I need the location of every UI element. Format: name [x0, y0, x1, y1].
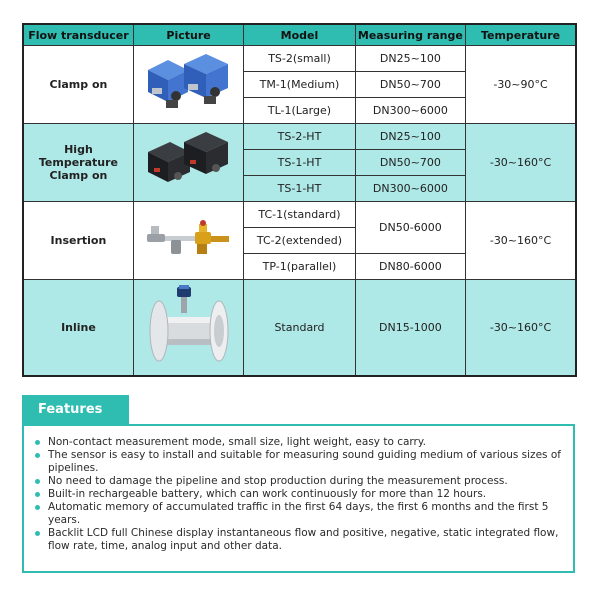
model-cell: TM-1(Medium)	[244, 72, 355, 98]
range-cell: DN50~700	[355, 150, 465, 176]
high-temp-transducers-icon	[133, 124, 243, 202]
header-measuring-range: Measuring range	[355, 24, 465, 46]
inline-flowmeter-icon	[133, 280, 243, 377]
features-title: Features	[22, 395, 129, 425]
type-inline: Inline	[23, 280, 133, 377]
range-cell: DN50~700	[355, 72, 465, 98]
table-row	[23, 46, 576, 72]
table-header-row	[23, 24, 576, 46]
table-row	[23, 280, 576, 377]
range-cell: DN15-1000	[355, 280, 465, 377]
list-item: Built-in rechargeable battery, which can work continuously for more than 12 hours.	[34, 488, 564, 501]
model-cell: TL-1(Large)	[244, 98, 355, 124]
list-item: Non-contact measurement mode, small size, light weight, easy to carry.	[34, 436, 564, 449]
range-cell: DN25~100	[355, 46, 465, 72]
type-high-temp-clamp-on: High Temperature Clamp on	[23, 124, 133, 202]
table-row	[23, 124, 576, 150]
model-cell: TC-1(standard)	[244, 202, 355, 228]
list-item: Backlit LCD full Chinese display instantaneous flow and positive, negative, static integrated flow, flow rate, time, analog input and other data.	[34, 527, 564, 553]
features-list	[34, 436, 564, 553]
temperature-cell: -30~160°C	[466, 280, 576, 377]
range-cell: DN50-6000	[355, 202, 465, 254]
range-cell: DN80-6000	[355, 254, 465, 280]
type-clamp-on: Clamp on	[23, 46, 133, 124]
header-flow-transducer: Flow transducer	[23, 24, 133, 46]
list-item: No need to damage the pipeline and stop production during the measurement process.	[34, 475, 564, 488]
model-cell: TC-2(extended)	[244, 228, 355, 254]
range-cell: DN300~6000	[355, 98, 465, 124]
temperature-cell: -30~90°C	[466, 46, 576, 124]
model-cell: TS-2-HT	[244, 124, 355, 150]
model-cell: Standard	[244, 280, 355, 377]
list-item: Automatic memory of accumulated traffic in the first 64 days, the first 6 months and the first 5 years.	[34, 501, 564, 527]
range-cell: DN300~6000	[355, 176, 465, 202]
table-row	[23, 202, 576, 228]
model-cell: TS-1-HT	[244, 176, 355, 202]
clamp-on-transducers-icon	[133, 46, 243, 124]
features-box	[22, 424, 575, 573]
spec-table	[22, 23, 577, 377]
model-cell: TS-2(small)	[244, 46, 355, 72]
range-cell: DN25~100	[355, 124, 465, 150]
model-cell: TS-1-HT	[244, 150, 355, 176]
type-insertion: Insertion	[23, 202, 133, 280]
header-picture: Picture	[133, 24, 243, 46]
model-cell: TP-1(parallel)	[244, 254, 355, 280]
temperature-cell: -30~160°C	[466, 202, 576, 280]
list-item: The sensor is easy to install and suitable for measuring sound guiding medium of various sizes of pipelines.	[34, 449, 564, 475]
insertion-transducer-icon	[133, 202, 243, 280]
header-temperature: Temperature	[466, 24, 576, 46]
temperature-cell: -30~160°C	[466, 124, 576, 202]
header-model: Model	[244, 24, 355, 46]
